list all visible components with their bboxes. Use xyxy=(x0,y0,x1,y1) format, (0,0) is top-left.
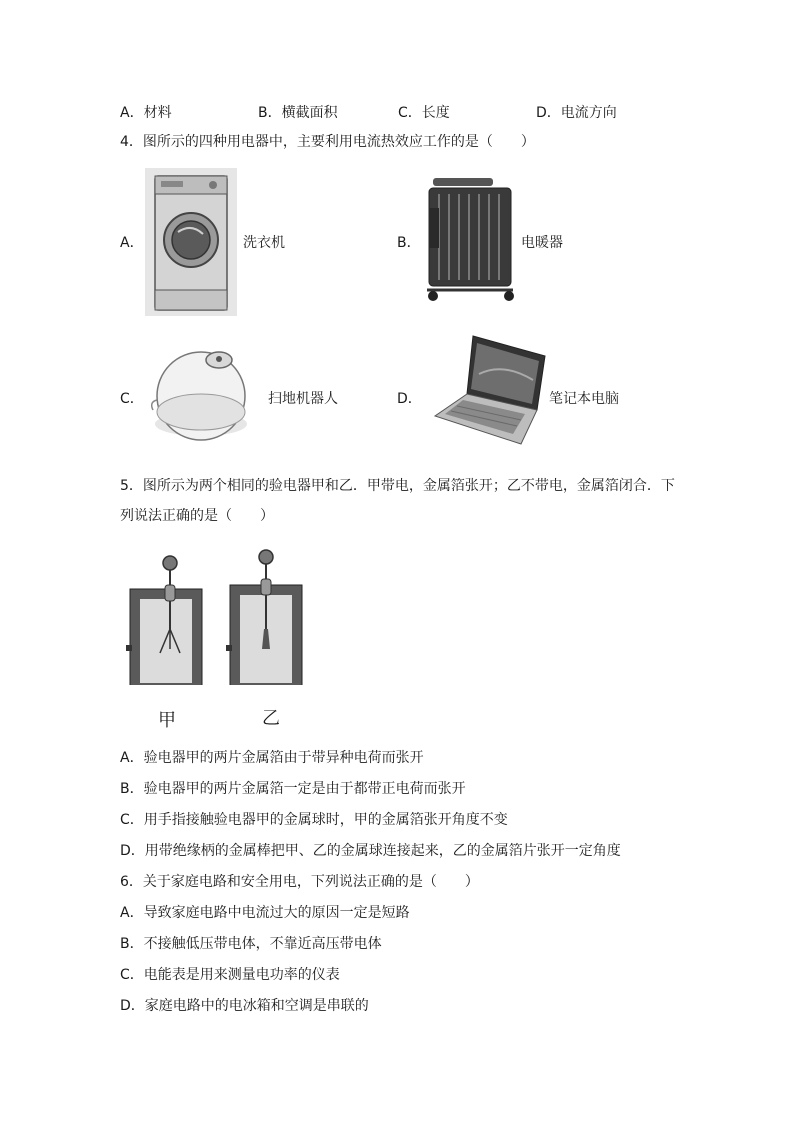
q5-stem-line1: 5．图所示为两个相同的验电器甲和乙．甲带电，金属箔张开；乙不带电，金属箔闭合．下 xyxy=(120,478,675,494)
electric-heater-icon xyxy=(425,178,515,306)
q4-option-a-label: 洗衣机 xyxy=(243,235,285,251)
electroscope-label-yi: 乙 xyxy=(262,708,280,729)
q4-option-d-letter: D． xyxy=(397,391,422,407)
q5-option-a: A．验电器甲的两片金属箔由于带异种电荷而张开 xyxy=(120,750,424,766)
q4-option-d-label: 笔记本电脑 xyxy=(549,391,619,407)
q3-option-d: D．电流方向 xyxy=(536,105,617,121)
q6-option-b: B．不接触低压带电体，不靠近高压带电体 xyxy=(120,936,382,952)
electroscope-label-jia: 甲 xyxy=(158,710,176,731)
q4-stem: 4．图所示的四种用电器中，主要利用电流热效应工作的是（ ） xyxy=(120,134,535,150)
q4-option-a-letter: A． xyxy=(120,235,144,251)
q5-option-b: B．验电器甲的两片金属箔一定是由于都带正电荷而张开 xyxy=(120,781,466,797)
q5-option-d: D．用带绝缘柄的金属棒把甲、乙的金属球连接起来，乙的金属箔片张开一定角度 xyxy=(120,843,621,859)
electroscope-figure xyxy=(124,545,314,685)
q3-option-b: B．横截面积 xyxy=(258,105,338,121)
q4-option-b-letter: B． xyxy=(397,235,421,251)
q6-stem: 6．关于家庭电路和安全用电，下列说法正确的是（ ） xyxy=(120,874,479,890)
q4-option-c-letter: C． xyxy=(120,391,144,407)
q5-option-c: C．用手指接触验电器甲的金属球时，甲的金属箔张开角度不变 xyxy=(120,812,508,828)
robot-vacuum-icon xyxy=(145,340,253,448)
electroscope-jia xyxy=(126,556,202,685)
washing-machine-icon xyxy=(145,168,237,316)
laptop-icon xyxy=(433,334,547,446)
q3-option-c: C．长度 xyxy=(398,105,450,121)
electroscope-yi xyxy=(226,550,302,685)
q3-option-a: A．材料 xyxy=(120,105,172,121)
q6-option-c: C．电能表是用来测量电功率的仪表 xyxy=(120,967,340,983)
q4-option-c-label: 扫地机器人 xyxy=(268,391,338,407)
q5-stem-line2: 列说法正确的是（ ） xyxy=(120,508,274,524)
q6-option-d: D．家庭电路中的电冰箱和空调是串联的 xyxy=(120,998,369,1014)
q4-option-b-label: 电暖器 xyxy=(521,235,563,251)
q6-option-a: A．导致家庭电路中电流过大的原因一定是短路 xyxy=(120,905,410,921)
